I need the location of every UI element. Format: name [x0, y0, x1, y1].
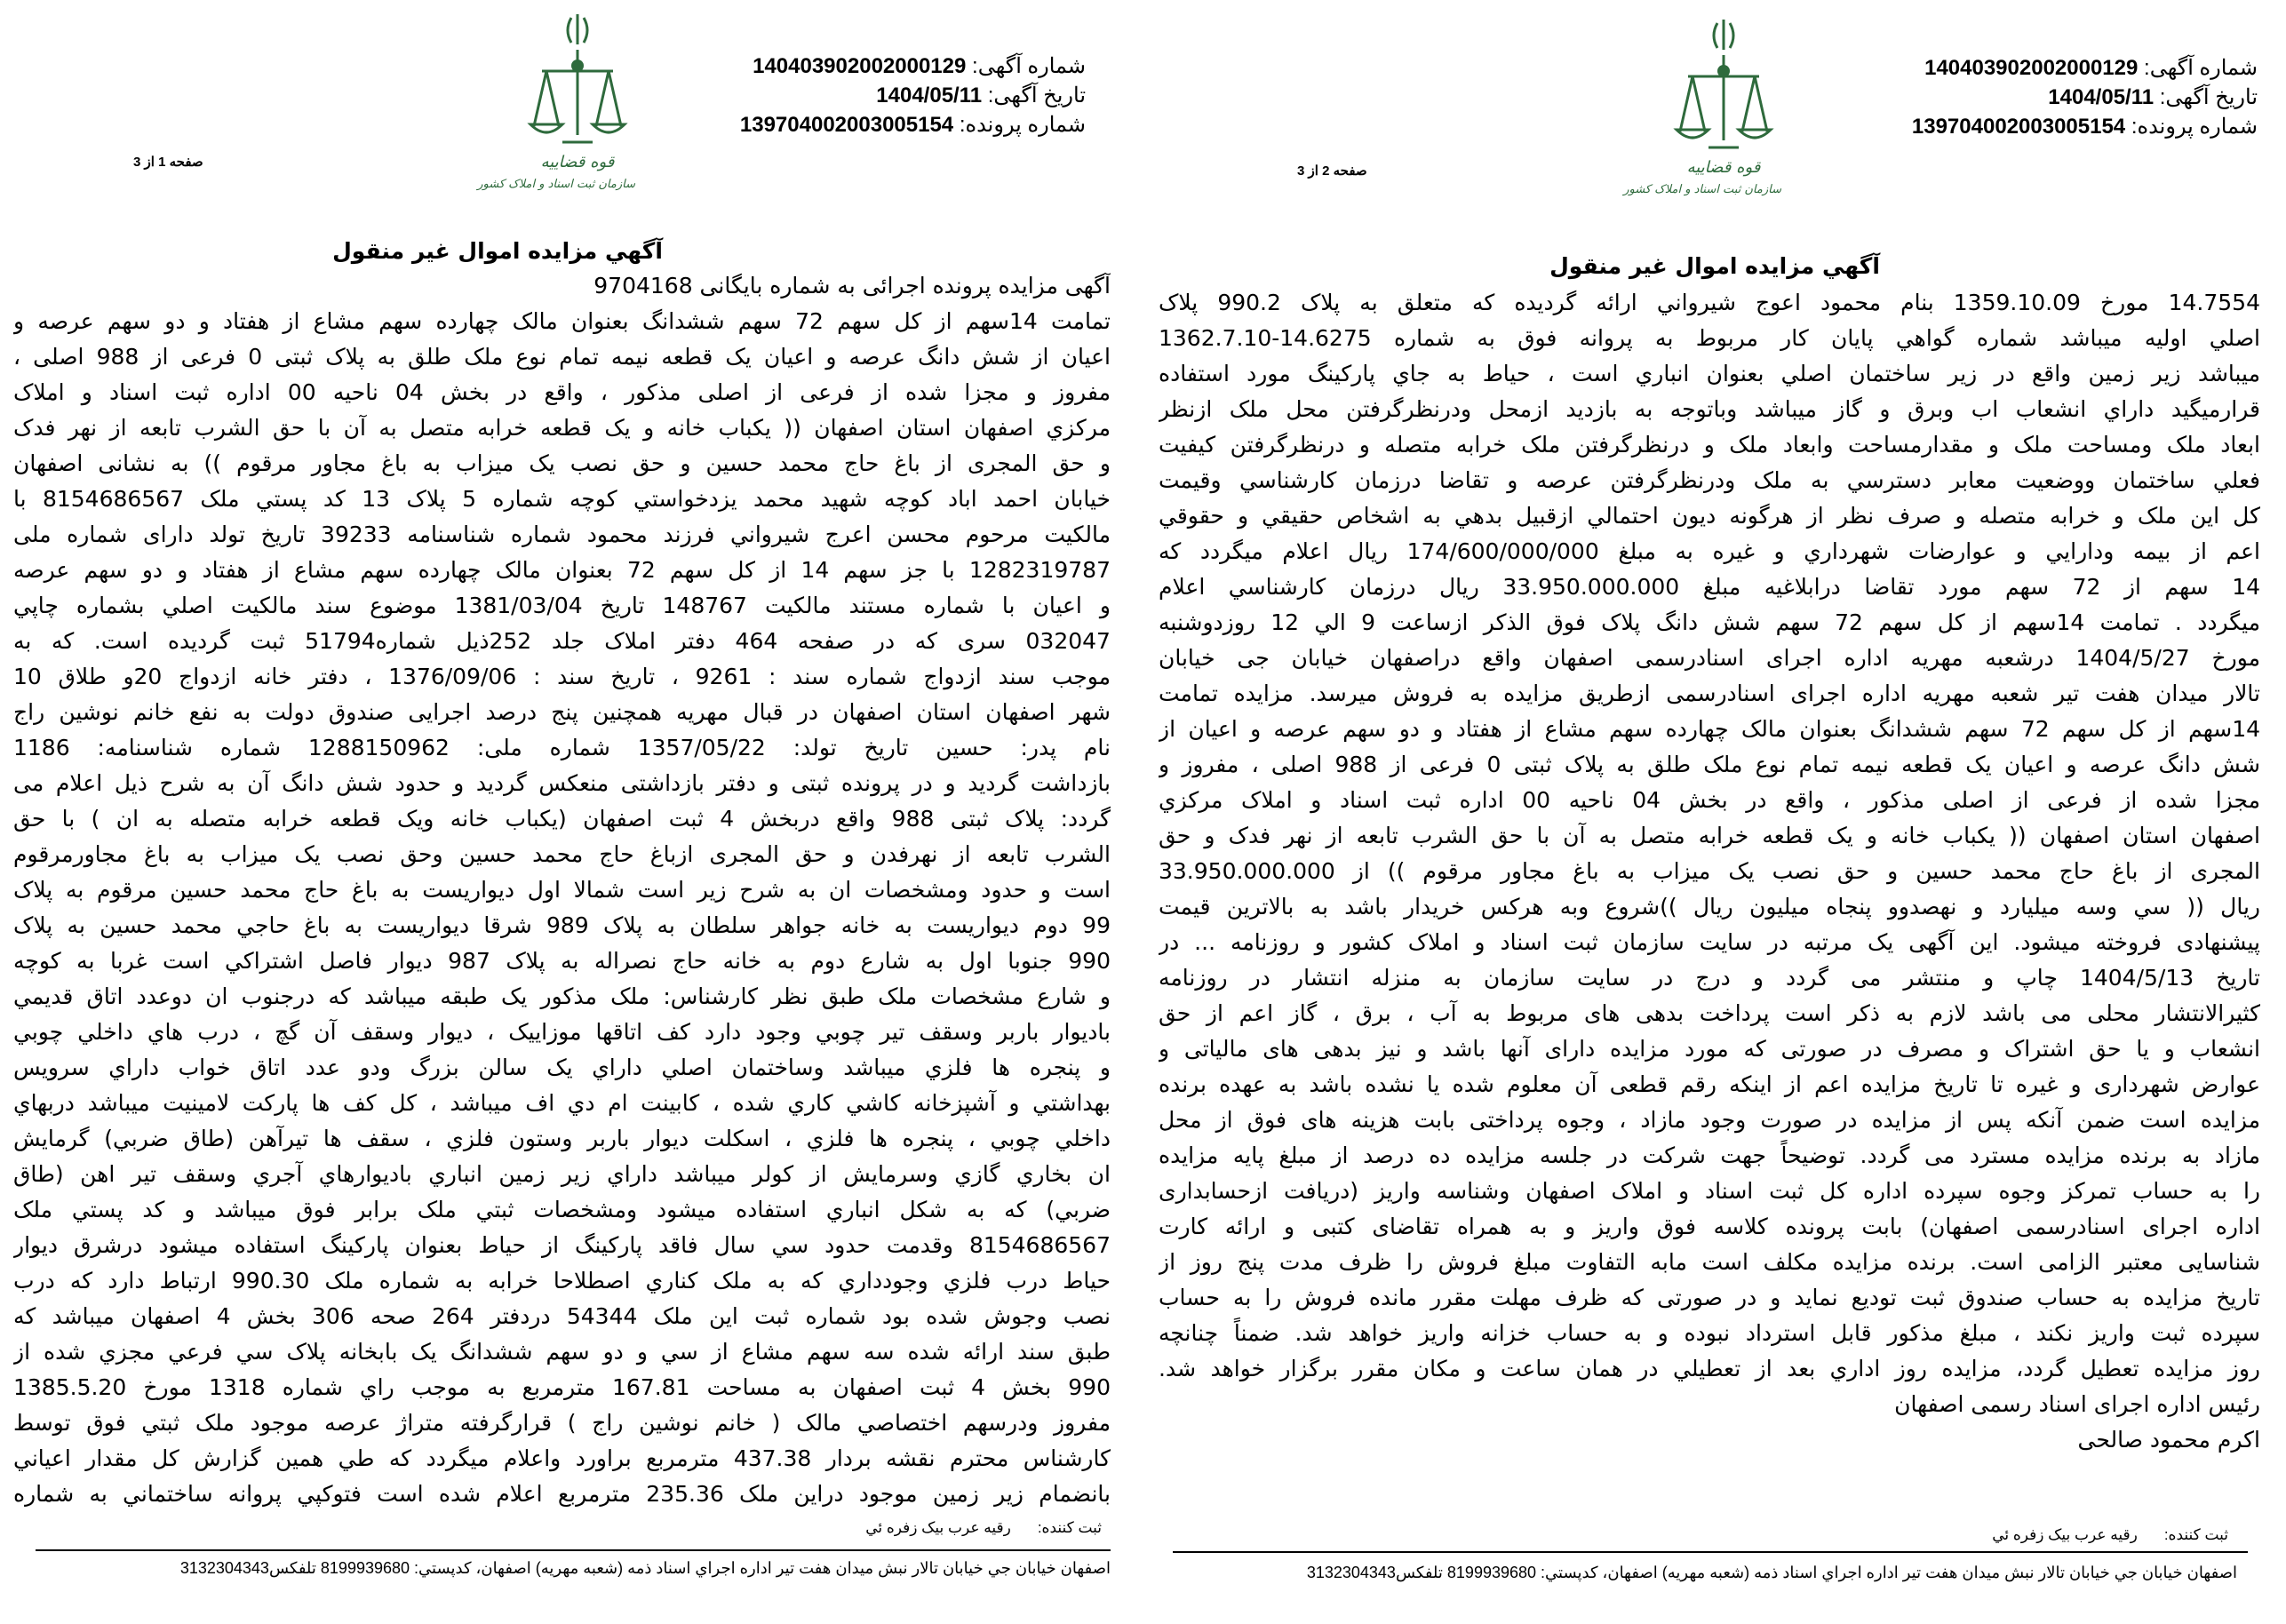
- notice-body: [1159, 285, 2260, 1458]
- notice-line: پیشنهادی فروخته میشود. این آگهی یک مرتبه در سایت سازمان ثبت اسناد و املاک کشور و روزنامه ... در: [1159, 929, 2260, 955]
- notice-line: مفروز و مجزا شده از فرعی از اصلی مذکور ، واقع در بخش 04 ناحیه 00 اداره ثبت اسناد و املاک: [13, 379, 1111, 405]
- notice-line: بانضمام زیر زمین موجود دراین ملک 235.36 مترمربع اعلام شده است فتوکپي پروانه ساختماني به شماره: [13, 1481, 1111, 1507]
- notice-line: 990 بخش 4 ثبت اصفهان به مساحت 167.81 مترمربع به موجب راي شماره 1318 مورخ 1385.5.20: [13, 1374, 1111, 1400]
- notice-line: ضربي) که به شکل انباري استفاده میشود ومشخصات ثبتي ملک برابر فوق میباشد و کد پستي ملک: [13, 1197, 1111, 1222]
- registrar-label: ثبت کننده:: [1037, 1519, 1102, 1536]
- registrar-name: رقیه عرب بیک زفره ئي: [865, 1519, 1011, 1536]
- ad-number: 140403902002000129: [1924, 56, 2139, 80]
- notice-line: بهداشتي و آشپزخانه کاشي کاري شده ، کابینت ام دي اف میباشد ، کل کف ها پارکت لامینیت میباشد دربهاي: [13, 1090, 1111, 1116]
- notice-line: را به حساب تمرکز وجوه سپرده اداره کل ثبت اسناد و املاک اصفهان وشناسه واریز (دریافت ازحسابداری: [1159, 1178, 2260, 1204]
- notice-line: 99 دوم دیواریست به خانه جواهر سلطان به پلاک 989 شرقا دیواریست به باغ حاجي محمد حسین به پلاک: [13, 912, 1111, 938]
- notice-line: مرکزي اصفهان استان اصفهان (( یکباب خانه و یک قطعه خرابه متصل به آن با حق الشرب تابعه از نهر فدک: [13, 415, 1111, 441]
- notice-line: 14 سهم از 72 سهم مورد تقاضا درابلاغیه مبلغ 33.950.000.000 ریال درزمان کارشناسي اعلام: [1159, 574, 2260, 600]
- notice-line: الشرب تابعه از نهرفدن و حق المجری ازباغ حاج محمد حسین وحق نصب یک میزاب به باغ مجاورمرقوم: [13, 841, 1111, 867]
- registrar: [1992, 1526, 2228, 1544]
- logo-text-judiciary: قوه قضاییه: [1686, 158, 1761, 177]
- notice-line: روز مزایده تعطیل گردد، مزایده روز اداري بعد از تعطیلي در همان ساعت و مکان مقرر برگزار خواهد شد.: [1159, 1356, 2260, 1381]
- notice-line: تاریخ 1404/5/13 چاپ و منتشر می گردد و درج در سایت سازمان به منزله انتشار در روزنامه: [1159, 965, 2260, 991]
- notice-line: تمامت 14سهم از کل سهم 72 سهم ششدانگ بعنوان مالک چهارده سهم مشاع از هفتاد و دو سهم عرصه و: [13, 308, 1111, 334]
- notice-line: تاریخ مزایده به حساب صندوق ثبت تودیع نماید و در صورتی که ظرف مهلت مقرر مانده فروش را به حساب: [1159, 1285, 2260, 1310]
- notice-line: و شارع مشخصات ملک طبق نظر کارشناس: ملک مذکور یک طبقه میباشد که درجنوب ان دوعدد اتاق قدیمي: [13, 983, 1111, 1009]
- notice-line: ابعاد ملک ومساحت ملک و مقدارمساحت وابعاد ملک و درنظرگرفتن ملک خرابه متصله و درنظرگرفتن کیفیت: [1159, 432, 2260, 458]
- page-indicator: صفحه 1 از 3: [133, 155, 203, 170]
- notice-line: نصب وجوش شده بود شماره ثبت این ملک 54344 دردفتر 264 صحه 306 بخش 4 اصفهان میباشد که: [13, 1303, 1111, 1329]
- notice-line: مالکیت مرحوم محسن اعرج شیرواني فرزند محمود شماره شناسنامه 39233 تاریخ تولد دارای شماره ملی: [13, 521, 1111, 547]
- notice-line: حیاط درب فلزي وجودداري که به ملک کناري اصطلاحا خرابه به شماره ملک 990.30 ارتباط دارد که درب: [13, 1268, 1111, 1294]
- scales-of-justice-icon: [520, 11, 635, 153]
- notice-body: [13, 268, 1111, 1512]
- notice-line: میگردد . تمامت 14سهم از کل سهم 72 سهم شش دانگ پلاک فوق الذکر ازساعت 9 الي 12 روزدوشنبه: [1159, 609, 2260, 635]
- ad-meta: [1912, 53, 2258, 141]
- page-title: آگهي مزايده اموال غير منقول: [1549, 253, 1880, 279]
- logo-text-judiciary: قوه قضاییه: [540, 153, 615, 171]
- notice-line: فعلي ساختمان ووضعیت معابر دسترسي به ملک ودرنظرگرفتن عرصه و تقاضا درزمان کارشناسي وقیمت: [1159, 467, 2260, 493]
- ad-date: 1404/05/11: [876, 84, 983, 107]
- ad-date-label: تاریخ آگهی:: [2159, 85, 2258, 109]
- registrar-name: رقیه عرب بیک زفره ئي: [1992, 1526, 2138, 1543]
- notice-line: اکرم محمود صالحی: [2077, 1427, 2260, 1453]
- notice-line: قرارمیگید داراي انشعاب اب وبرق و گاز میباشد وباتوجه به بازدید ازمحل ودرنظرگرفتن محل ملک ازنظر: [1159, 396, 2260, 422]
- notice-line: آگهی مزایده پرونده اجرائی به شماره بایگانی 9704168: [593, 273, 1111, 299]
- registrar-label: ثبت کننده:: [2163, 1526, 2228, 1543]
- ad-date-row: [740, 81, 1086, 110]
- notice-line: است و حدود ومشخصات ان به شرح زیر است شمالا اول دیواریست به باغ حاج محمد حسین مرقوم به پلاک: [13, 877, 1111, 903]
- notice-line: اصفهان استان اصفهان (( یکباب خانه و یک قطعه خرابه متصل به آن با حق الشرب تابعه از نهر فدک و حق: [1159, 823, 2260, 848]
- notice-line: رئیس اداره اجرای اسناد رسمی اصفهان: [1894, 1391, 2260, 1417]
- notice-line: موجب سند ازدواج شماره سند : 9261 ، تاریخ سند : 1376/09/06 ، دفتر خانه ازدواج 20و طلاق 10: [13, 664, 1111, 689]
- judiciary-emblem-logo: [1623, 16, 1781, 207]
- notice-line: مورخ 1404/5/27 درشعبه مهریه اداره اجرای اسنادرسمی اصفهان واقع دراصفهان خیابان جی خیابان: [1159, 645, 2260, 671]
- notice-line: شش دانگ عرصه و اعیان یک قطعه نیمه تمام نوع ملک طلق به پلاک ثبتی 0 فرعی از 988 اصلی ، مفروز و: [1159, 752, 2260, 777]
- notice-line: اصلي اولیه میباشد شماره گواهي پایان کار مربوط به پروانه فوق به شماره 14.6275-1362.7.10: [1159, 325, 2260, 351]
- notice-line: اعم از بیمه ودارایي و عوارضات شهرداري و غیره به مبلغ 174/600/000/000 ریال اعلام میگردد که: [1159, 538, 2260, 564]
- page-title: آگهي مزايده اموال غير منقول: [332, 238, 663, 264]
- footer-divider: [36, 1549, 1111, 1551]
- notice-line: کارشناس محترم نقشه بردار 437.38 مترمربع براورد واعلام میگردد که طي همین گزارش کل مقدار اعیاني: [13, 1445, 1111, 1471]
- notice-line: میباشد زیر زمین واقع در زیر ساختمان اصلي بعنوان انباري است ، حیاط به جاي پارکینگ مورد استفاده: [1159, 361, 2260, 386]
- ad-meta: [740, 52, 1086, 139]
- notice-line: و اعیان با شماره مستند مالکیت 148767 تاریخ 1381/03/04 موضوع سند مالکیت اصلي بشماره چاپي: [13, 593, 1111, 618]
- notice-line: نام پدر: حسین تاریخ تولد: 1357/05/22 شماره ملی: 1288150962 شماره شناسنامه: 1186: [13, 735, 1111, 760]
- file-number-row: [1912, 112, 2258, 141]
- ad-number-label: شماره آگهی:: [2144, 56, 2258, 80]
- notice-line: و پنجره ها فلزي میباشد وساختمان اصلي داراي یک سالن بزرگ ودو عدد اتاق خواب داراي سرویس: [13, 1055, 1111, 1080]
- notice-line: مفروز ودرسهم اختصاصي مالک ( خانم نوشین راج ) قرارگرفته متراژ عرصه موجود ملک ثبتي فوق توسط: [13, 1410, 1111, 1436]
- notice-line: مجزا شده از فرعی از اصلی مذکور ، واقع در بخش 04 ناحیه 00 اداره ثبت اسناد و املاک مرکزي: [1159, 787, 2260, 813]
- notice-line: 1282319787 با جز سهم 14 از کل سهم 72 بعنوان مالک چهارده سهم مشاع از هفتاد و دو سهم عرصه: [13, 557, 1111, 583]
- notice-line: گردد: پلاک ثبتی 988 واقع دربخش 4 ثبت اصفهان (یکباب خانه ویک قطعه خرابه متصله به ان ) با حق: [13, 806, 1111, 832]
- notice-line: خیابان احمد اباد کوچه شهید محمد یزدخواستي کوچه شماره 5 پلاک 13 کد پستي ملک 8154686567 با: [13, 486, 1111, 512]
- notice-line: کثیرالانتشار محلی می باشد لازم به ذکر است پرداخت بدهی های مربوط به آب ، برق ، گاز اعم از حق: [1159, 1000, 2260, 1026]
- notice-line: 032047 سری که در صفحه 464 دفتر املاک جلد 252ذیل شماره51794 ثبت گردیده است. که به: [13, 628, 1111, 654]
- office-address: اصفهان خیابان جي خیابان تالار نبش میدان هفت تیر اداره اجراي اسناد ذمه (شعبه مهریه) اصفهان، کدپستي: 8199939680 تلفکس3132304343: [179, 1559, 1111, 1577]
- notice-line: 8154686567 وقدمت حدود سي سال فاقد پارکینگ از حیاط بعنوان پارکینگ استفاده میشود درشرق دیوار: [13, 1232, 1111, 1258]
- office-address: اصفهان خیابان جي خیابان تالار نبش میدان هفت تیر اداره اجراي اسناد ذمه (شعبه مهریه) اصفهان، کدپستي: 8199939680 تلفکس3132304343: [1306, 1564, 2237, 1581]
- notice-line: مازاد به برنده مزایده مسترد می گردد. توضیحاً جهت شرکت در جلسه مزایده ده درصد از مبلغ پایه مزایده: [1159, 1142, 2260, 1168]
- file-number-label: شماره پرونده:: [959, 113, 1086, 137]
- file-number: 139704002003005154: [739, 113, 954, 137]
- notice-line: المجری از باغ حاج محمد حسین و حق نصب یک میزاب به باغ مجاور مرقوم )) از 33.950.000.000: [1159, 858, 2260, 884]
- ad-date-label: تاریخ آگهی:: [987, 84, 1086, 107]
- notice-page-2: [1146, 0, 2286, 1624]
- file-number-label: شماره پرونده:: [2131, 115, 2258, 139]
- notice-line: انشعاب و یا حق اشتراک و مصرف در صورتی که مورد مزایده دارای آنها باشد و نیز بدهی های مالیاتی و: [1159, 1036, 2260, 1062]
- notice-line: 14سهم از کل سهم 72 سهم ششدانگ بعنوان مالک چهارده سهم مشاع از هفتاد و دو سهم عرصه و اعیان از: [1159, 716, 2260, 742]
- file-number: 139704002003005154: [1911, 115, 2126, 139]
- notice-line: و حق المجری از باغ حاج محمد حسین و حق نصب یک میزاب به باغ مجاور مرقوم )) به نشانی اصفهان: [13, 450, 1111, 476]
- notice-line: بازداشت گردید و در پرونده ثبتی و دفتر بازداشتی منعکس گردید و حدود شش دانگ آن به شرح ذیل اعلام می: [13, 770, 1111, 796]
- notice-line: عوارض شهرداری و غیره تا تاریخ مزایده اعم از اینکه رقم قطعی آن معلوم شده یا نشده باشد به عهده برنده: [1159, 1071, 2260, 1097]
- notice-line: شهر اصفهان استان اصفهان در قبال مهریه همچنین پنج درصد اجرایی صندوق دولت به نفع خانم نوشین راج: [13, 699, 1111, 725]
- judiciary-emblem-logo: [477, 11, 635, 202]
- ad-date-row: [1912, 83, 2258, 112]
- notice-line: داخلي چوبي ، پنجره ها فلزي ، اسکلت دیوار باربر وستون فلزي ، سقف ها تیرآهن (طاق ضربي) گرمایش: [13, 1126, 1111, 1151]
- notice-line: بادیوار باربر وسقف تیر چوبي وجود دارد کف اتاقها موزاییک ، دیوار وسقف آن گچ ، درب هاي داخلي چوبي: [13, 1019, 1111, 1045]
- ad-number-row: [1912, 53, 2258, 83]
- notice-line: اعیان از شش دانگ عرصه و اعیان یک قطعه نیمه تمام نوع ملک طلق به پلاک ثبتی 0 فرعی از 988 اصلی ،: [13, 344, 1111, 370]
- notice-line: ان بخاري گازي وسرمایش از کولر میباشد داراي زیر زمین انباري بادیوارهاي آجري وسقف تیر اهن (طاق: [13, 1161, 1111, 1187]
- notice-line: اداره اجرای اسنادرسمی اصفهان) بابت پرونده کلاسه فوق واریز و به همراه تقاضای کتبی و ارائه کارت: [1159, 1214, 2260, 1239]
- notice-line: 14.7554 مورخ 1359.10.09 بنام محمود اعوج شیرواني ارائه گردیده که متعلق به پلاک 990.2 پلاک: [1159, 290, 2260, 315]
- ad-number-row: [740, 52, 1086, 81]
- notice-line: مزایده است ضمن آنکه پس از مزایده در صورت وجود مازاد ، وجوه پرداختی بابت هزینه های فوق از محل: [1159, 1107, 2260, 1133]
- notice-line: طبق سند ارائه شده سه سهم مشاع از سي و دو سهم ششدانگ یک بابخانه پلاک سي فرعي مجزي شده از: [13, 1339, 1111, 1365]
- notice-line: تالار میدان هفت تیر شعبه مهریه اداره اجرای اسنادرسمی ازطریق مزایده به فروش میرسد. مزایده تمامت: [1159, 681, 2260, 706]
- notice-line: کل این ملک و خرابه متصله و صرف نظر از هرگونه دیون احتمالي ازقبیل بدهي به اشخاص حقیقي و حقوقي: [1159, 503, 2260, 529]
- page-indicator: صفحه 2 از 3: [1297, 163, 1367, 179]
- logo-text-registry-org: سازمان ثبت اسناد و املاک کشور: [1623, 183, 1781, 196]
- notice-line: سپرده ثبت واریز نکند ، مبلغ مذکور قابل استرداد نبوده و به حساب خزانه واریز خواهد شد. ضمناً چنانچه: [1159, 1320, 2260, 1346]
- footer-divider: [1173, 1551, 2248, 1553]
- scales-of-justice-icon: [1666, 16, 1781, 158]
- notice-line: 990 جنوبا اول به شارع دوم به خانه حاج نصراله به پلاک 987 دیوار فاصل اشتراکي است غربا به کوچه: [13, 948, 1111, 974]
- file-number-row: [740, 110, 1086, 139]
- notice-line: شناسایی معتبر الزامی است. برنده مزایده مکلف است مابه التفاوت مبلغ فروش را ظرف مدت پنج روز از: [1159, 1249, 2260, 1275]
- notice-line: ریال (( سي وسه میلیارد و نهصدوو پنجاه میلیون ریال ))شروع وبه هرکس خریدار باشد به بالاترین قیمت: [1159, 894, 2260, 919]
- ad-number-label: شماره آگهی:: [972, 54, 1086, 78]
- logo-text-registry-org: سازمان ثبت اسناد و املاک کشور: [477, 178, 635, 191]
- ad-number: 140403902002000129: [753, 54, 967, 78]
- registrar: [865, 1519, 1102, 1537]
- ad-date: 1404/05/11: [2048, 85, 2155, 109]
